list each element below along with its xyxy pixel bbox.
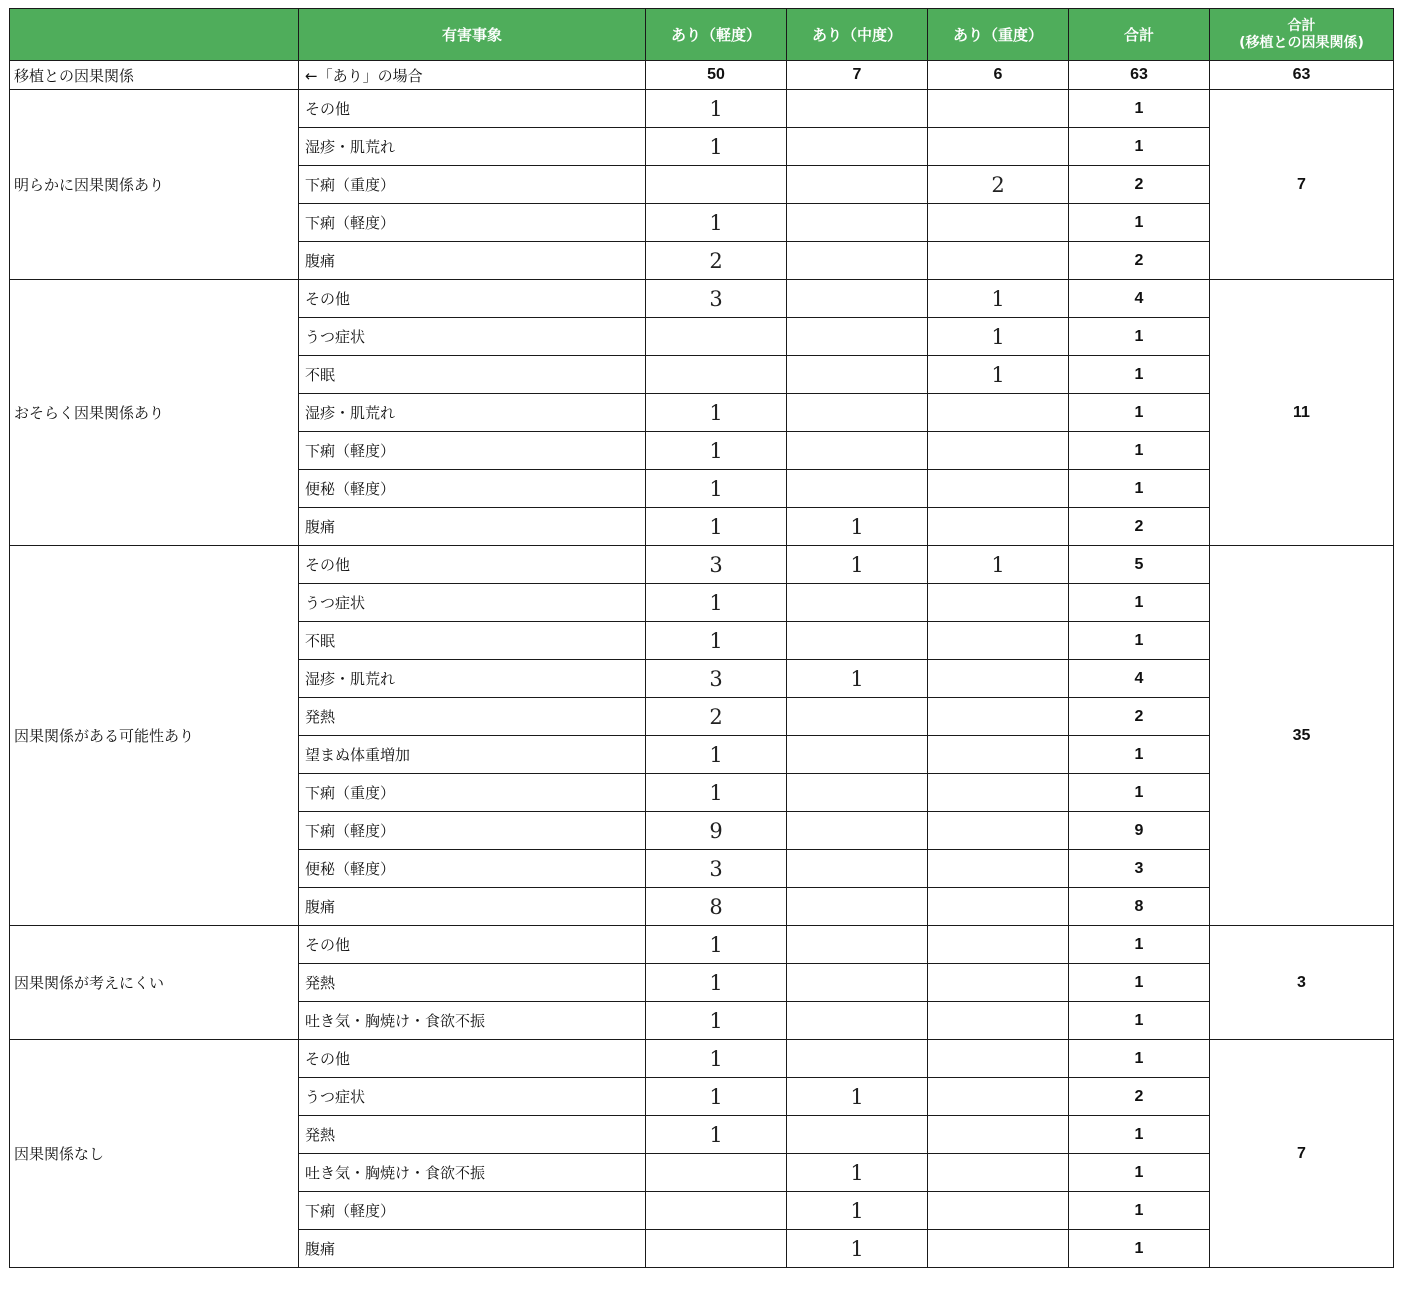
row-total-cell: 2 <box>1069 242 1210 280</box>
mild-count-cell: 9 <box>646 812 787 850</box>
table-row <box>10 90 1394 128</box>
moderate-count-cell: 1 <box>787 660 928 698</box>
row-total-cell: 4 <box>1069 280 1210 318</box>
event-cell: その他 <box>299 280 646 318</box>
table-body <box>10 61 1394 1268</box>
adverse-events-table <box>9 8 1394 1268</box>
row-total-cell: 1 <box>1069 584 1210 622</box>
group-total-cell: 35 <box>1210 546 1394 926</box>
mild-count-cell: 1 <box>646 774 787 812</box>
severe-count-cell <box>928 394 1069 432</box>
moderate-count-cell <box>787 584 928 622</box>
row-total-cell: 1 <box>1069 1154 1210 1192</box>
header-severe: あり（重度） <box>928 9 1069 61</box>
row-total-cell: 1 <box>1069 964 1210 1002</box>
moderate-count-cell <box>787 128 928 166</box>
header-mild: あり（軽度） <box>646 9 787 61</box>
row-total-cell: 1 <box>1069 90 1210 128</box>
moderate-count-cell <box>787 774 928 812</box>
severe-count-cell <box>928 204 1069 242</box>
severe-count-cell: 1 <box>928 280 1069 318</box>
row-total-cell: 9 <box>1069 812 1210 850</box>
mild-count-cell: 1 <box>646 432 787 470</box>
moderate-count-cell: 1 <box>787 508 928 546</box>
event-cell: 不眠 <box>299 356 646 394</box>
mild-count-cell: 2 <box>646 242 787 280</box>
event-cell: うつ症状 <box>299 318 646 356</box>
category-cell: 因果関係が考えにくい <box>10 926 299 1040</box>
row-total-cell: 1 <box>1069 736 1210 774</box>
moderate-count-cell <box>787 166 928 204</box>
summary-label: 移植との因果関係 <box>10 61 299 90</box>
event-cell: 腹痛 <box>299 508 646 546</box>
moderate-count-cell <box>787 622 928 660</box>
event-cell: 吐き気・胸焼け・食欲不振 <box>299 1002 646 1040</box>
moderate-count-cell: 1 <box>787 1192 928 1230</box>
row-total-cell: 1 <box>1069 318 1210 356</box>
event-cell: 下痢（重度） <box>299 166 646 204</box>
moderate-count-cell: 1 <box>787 1230 928 1268</box>
severe-count-cell <box>928 1230 1069 1268</box>
moderate-count-cell <box>787 926 928 964</box>
moderate-count-cell <box>787 432 928 470</box>
header-blank <box>10 9 299 61</box>
table-header <box>10 9 1394 61</box>
row-total-cell: 1 <box>1069 394 1210 432</box>
event-cell: うつ症状 <box>299 584 646 622</box>
severe-count-cell <box>928 1040 1069 1078</box>
severe-count-cell <box>928 1078 1069 1116</box>
row-total-cell: 1 <box>1069 1040 1210 1078</box>
event-cell: 下痢（軽度） <box>299 204 646 242</box>
row-total-cell: 4 <box>1069 660 1210 698</box>
row-total-cell: 2 <box>1069 1078 1210 1116</box>
mild-count-cell: 1 <box>646 90 787 128</box>
moderate-count-cell <box>787 812 928 850</box>
summary-note: ←「あり」の場合 <box>299 61 646 90</box>
summary-group-total: 63 <box>1210 61 1394 90</box>
mild-count-cell <box>646 318 787 356</box>
severe-count-cell: 1 <box>928 318 1069 356</box>
header-row <box>10 9 1394 61</box>
event-cell: 腹痛 <box>299 888 646 926</box>
header-group-total <box>1210 9 1394 61</box>
summary-moderate: 7 <box>787 61 928 90</box>
table-row <box>10 926 1394 964</box>
moderate-count-cell: 1 <box>787 1078 928 1116</box>
row-total-cell: 1 <box>1069 774 1210 812</box>
event-cell: 望まぬ体重増加 <box>299 736 646 774</box>
row-total-cell: 2 <box>1069 698 1210 736</box>
mild-count-cell: 1 <box>646 926 787 964</box>
mild-count-cell: 1 <box>646 1078 787 1116</box>
row-total-cell: 1 <box>1069 1192 1210 1230</box>
mild-count-cell <box>646 1230 787 1268</box>
row-total-cell: 1 <box>1069 622 1210 660</box>
event-cell: 湿疹・肌荒れ <box>299 128 646 166</box>
mild-count-cell: 3 <box>646 280 787 318</box>
severe-count-cell: 1 <box>928 546 1069 584</box>
severe-count-cell <box>928 90 1069 128</box>
event-cell: 腹痛 <box>299 242 646 280</box>
moderate-count-cell <box>787 318 928 356</box>
mild-count-cell: 2 <box>646 698 787 736</box>
row-total-cell: 1 <box>1069 1116 1210 1154</box>
severe-count-cell <box>928 926 1069 964</box>
row-total-cell: 3 <box>1069 850 1210 888</box>
severe-count-cell <box>928 622 1069 660</box>
moderate-count-cell <box>787 698 928 736</box>
row-total-cell: 1 <box>1069 128 1210 166</box>
row-total-cell: 1 <box>1069 204 1210 242</box>
summary-total: 63 <box>1069 61 1210 90</box>
header-moderate: あり（中度） <box>787 9 928 61</box>
moderate-count-cell <box>787 850 928 888</box>
event-cell: 発熱 <box>299 1116 646 1154</box>
moderate-count-cell <box>787 1040 928 1078</box>
event-cell: その他 <box>299 90 646 128</box>
event-cell: 便秘（軽度） <box>299 850 646 888</box>
row-total-cell: 2 <box>1069 166 1210 204</box>
severe-count-cell <box>928 432 1069 470</box>
mild-count-cell: 3 <box>646 546 787 584</box>
header-group-total-line1: 合計 <box>1287 17 1316 34</box>
row-total-cell: 1 <box>1069 1002 1210 1040</box>
moderate-count-cell <box>787 964 928 1002</box>
row-total-cell: 2 <box>1069 508 1210 546</box>
event-cell: 湿疹・肌荒れ <box>299 660 646 698</box>
event-cell: 下痢（軽度） <box>299 812 646 850</box>
mild-count-cell <box>646 356 787 394</box>
moderate-count-cell <box>787 1116 928 1154</box>
event-cell: その他 <box>299 546 646 584</box>
mild-count-cell: 8 <box>646 888 787 926</box>
group-total-cell: 7 <box>1210 1040 1394 1268</box>
moderate-count-cell <box>787 356 928 394</box>
header-group-total-line2: (移植との因果関係) <box>1239 34 1364 51</box>
row-total-cell: 1 <box>1069 1230 1210 1268</box>
mild-count-cell: 3 <box>646 850 787 888</box>
severe-count-cell <box>928 850 1069 888</box>
group-total-cell: 3 <box>1210 926 1394 1040</box>
row-total-cell: 1 <box>1069 470 1210 508</box>
severe-count-cell <box>928 1116 1069 1154</box>
mild-count-cell <box>646 166 787 204</box>
severe-count-cell <box>928 1192 1069 1230</box>
event-cell: 発熱 <box>299 964 646 1002</box>
mild-count-cell: 1 <box>646 964 787 1002</box>
event-cell: 下痢（重度） <box>299 774 646 812</box>
severe-count-cell <box>928 812 1069 850</box>
row-total-cell: 5 <box>1069 546 1210 584</box>
mild-count-cell: 1 <box>646 508 787 546</box>
row-total-cell: 1 <box>1069 356 1210 394</box>
category-cell: 明らかに因果関係あり <box>10 90 299 280</box>
severe-count-cell <box>928 774 1069 812</box>
event-cell: 吐き気・胸焼け・食欲不振 <box>299 1154 646 1192</box>
mild-count-cell <box>646 1154 787 1192</box>
severe-count-cell: 1 <box>928 356 1069 394</box>
mild-count-cell: 1 <box>646 1040 787 1078</box>
severe-count-cell <box>928 964 1069 1002</box>
severe-count-cell <box>928 242 1069 280</box>
mild-count-cell: 1 <box>646 470 787 508</box>
mild-count-cell: 1 <box>646 584 787 622</box>
event-cell: 湿疹・肌荒れ <box>299 394 646 432</box>
mild-count-cell: 3 <box>646 660 787 698</box>
event-cell: 不眠 <box>299 622 646 660</box>
severe-count-cell <box>928 584 1069 622</box>
summary-row <box>10 61 1394 90</box>
header-adverse-event: 有害事象 <box>299 9 646 61</box>
category-cell: 因果関係がある可能性あり <box>10 546 299 926</box>
severe-count-cell <box>928 1154 1069 1192</box>
event-cell: 下痢（軽度） <box>299 432 646 470</box>
severe-count-cell <box>928 660 1069 698</box>
event-cell: うつ症状 <box>299 1078 646 1116</box>
severe-count-cell <box>928 1002 1069 1040</box>
table-row <box>10 546 1394 584</box>
moderate-count-cell <box>787 204 928 242</box>
moderate-count-cell: 1 <box>787 546 928 584</box>
mild-count-cell: 1 <box>646 1116 787 1154</box>
row-total-cell: 8 <box>1069 888 1210 926</box>
row-total-cell: 1 <box>1069 432 1210 470</box>
mild-count-cell: 1 <box>646 1002 787 1040</box>
moderate-count-cell: 1 <box>787 1154 928 1192</box>
event-cell: 腹痛 <box>299 1230 646 1268</box>
event-cell: 下痢（軽度） <box>299 1192 646 1230</box>
event-cell: その他 <box>299 926 646 964</box>
severe-count-cell: 2 <box>928 166 1069 204</box>
severe-count-cell <box>928 736 1069 774</box>
moderate-count-cell <box>787 736 928 774</box>
event-cell: 発熱 <box>299 698 646 736</box>
mild-count-cell <box>646 1192 787 1230</box>
summary-severe: 6 <box>928 61 1069 90</box>
moderate-count-cell <box>787 888 928 926</box>
moderate-count-cell <box>787 90 928 128</box>
mild-count-cell: 1 <box>646 622 787 660</box>
mild-count-cell: 1 <box>646 204 787 242</box>
moderate-count-cell <box>787 242 928 280</box>
moderate-count-cell <box>787 1002 928 1040</box>
group-total-cell: 7 <box>1210 90 1394 280</box>
severe-count-cell <box>928 508 1069 546</box>
table-row <box>10 280 1394 318</box>
group-total-cell: 11 <box>1210 280 1394 546</box>
mild-count-cell: 1 <box>646 736 787 774</box>
moderate-count-cell <box>787 394 928 432</box>
table-row <box>10 1040 1394 1078</box>
moderate-count-cell <box>787 280 928 318</box>
moderate-count-cell <box>787 470 928 508</box>
severe-count-cell <box>928 128 1069 166</box>
category-cell: 因果関係なし <box>10 1040 299 1268</box>
event-cell: 便秘（軽度） <box>299 470 646 508</box>
header-total: 合計 <box>1069 9 1210 61</box>
row-total-cell: 1 <box>1069 926 1210 964</box>
severe-count-cell <box>928 470 1069 508</box>
event-cell: その他 <box>299 1040 646 1078</box>
category-cell: おそらく因果関係あり <box>10 280 299 546</box>
summary-mild: 50 <box>646 61 787 90</box>
mild-count-cell: 1 <box>646 394 787 432</box>
severe-count-cell <box>928 698 1069 736</box>
severe-count-cell <box>928 888 1069 926</box>
mild-count-cell: 1 <box>646 128 787 166</box>
